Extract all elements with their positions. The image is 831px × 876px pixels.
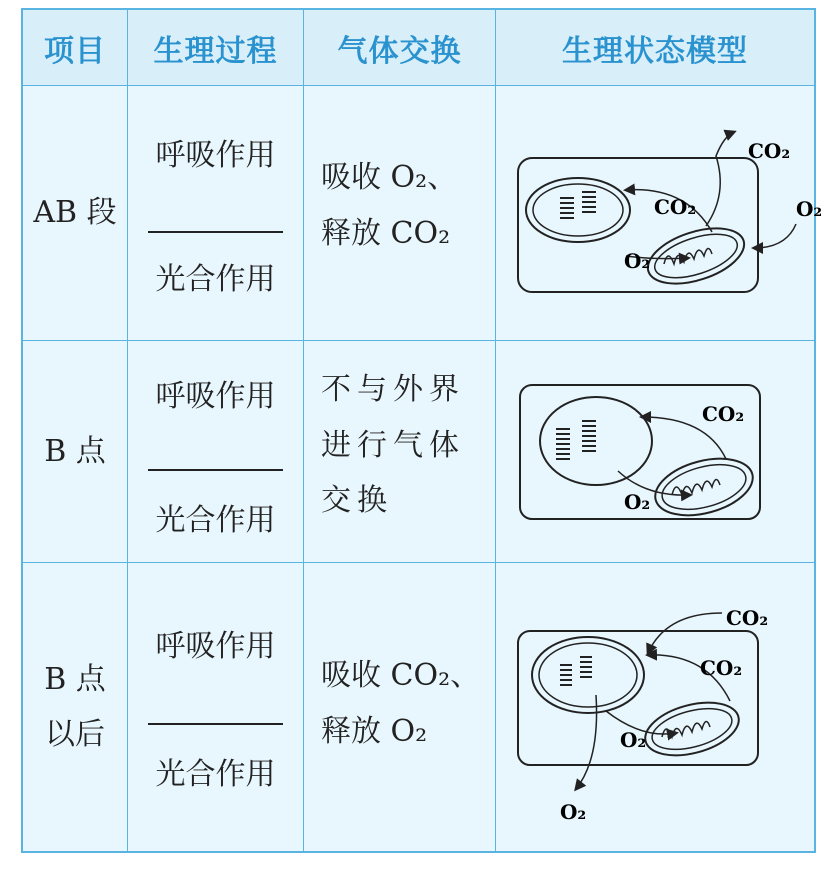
o2-label: O₂ [560,800,587,824]
column-divider [303,10,304,851]
gas-line: 交换 [321,483,393,518]
gas-line: 释放 CO₂ [321,215,451,251]
o2-label: O₂ [624,490,651,514]
co2-label: CO₂ [654,195,697,219]
o2-label: O₂ [624,249,651,273]
header-model: 生理状态模型 [562,33,748,69]
mitochondrion-icon [641,218,751,295]
process-photosynthesis: 光合作用 [155,262,276,297]
stage-label: 以后 [45,717,105,752]
gas-line: 吸收 O₂、 [321,160,458,195]
process-photosynthesis: 光合作用 [155,503,276,538]
process-cell [128,86,303,340]
chloroplast-icon [532,637,644,713]
co2-label: CO₂ [700,656,743,680]
process-photosynthesis: 光合作用 [155,757,276,792]
o2-label: O₂ [620,728,647,752]
co2-label: CO₂ [748,139,791,163]
stage-cell [23,86,127,340]
gas-line: 不与外界 [321,372,465,407]
chloroplast-icon [540,397,652,485]
greater-than-bar [148,723,283,725]
data-table [21,8,823,853]
mitochondrion-icon [639,693,744,764]
header-process: 生理过程 [153,33,278,69]
model-diagram-ab [496,86,823,340]
co2-label: CO₂ [726,606,769,630]
o2-label: O₂ [796,197,823,221]
header-gas-exchange: 气体交换 [337,33,462,69]
model-diagram-after-b [496,563,814,851]
gas-line: 进行气体 [321,427,465,463]
process-respiration: 呼吸作用 [155,629,276,664]
stage-cell [23,563,127,851]
process-cell [128,563,303,851]
header-item: 项目 [44,33,106,69]
stage-cell [23,341,127,562]
gas-exchange-text [321,150,501,261]
model-diagram-b [496,341,814,562]
mitochondrion-icon [649,449,759,525]
process-respiration: 呼吸作用 [155,379,276,414]
co2-label: CO₂ [702,402,745,426]
gas-line: 释放 O₂ [321,713,428,749]
equal-bar [148,469,283,471]
process-cell [128,341,303,562]
gas-line: 吸收 CO₂、 [321,658,481,693]
gas-exchange-text [321,648,501,759]
less-than-bar [148,231,283,233]
stage-label: AB 段 [33,195,117,231]
chloroplast-icon [526,178,630,242]
gas-exchange-text [321,362,501,529]
stage-label: B 点 [44,661,106,697]
process-respiration: 呼吸作用 [155,138,276,173]
stage-label: B 点 [44,433,106,469]
